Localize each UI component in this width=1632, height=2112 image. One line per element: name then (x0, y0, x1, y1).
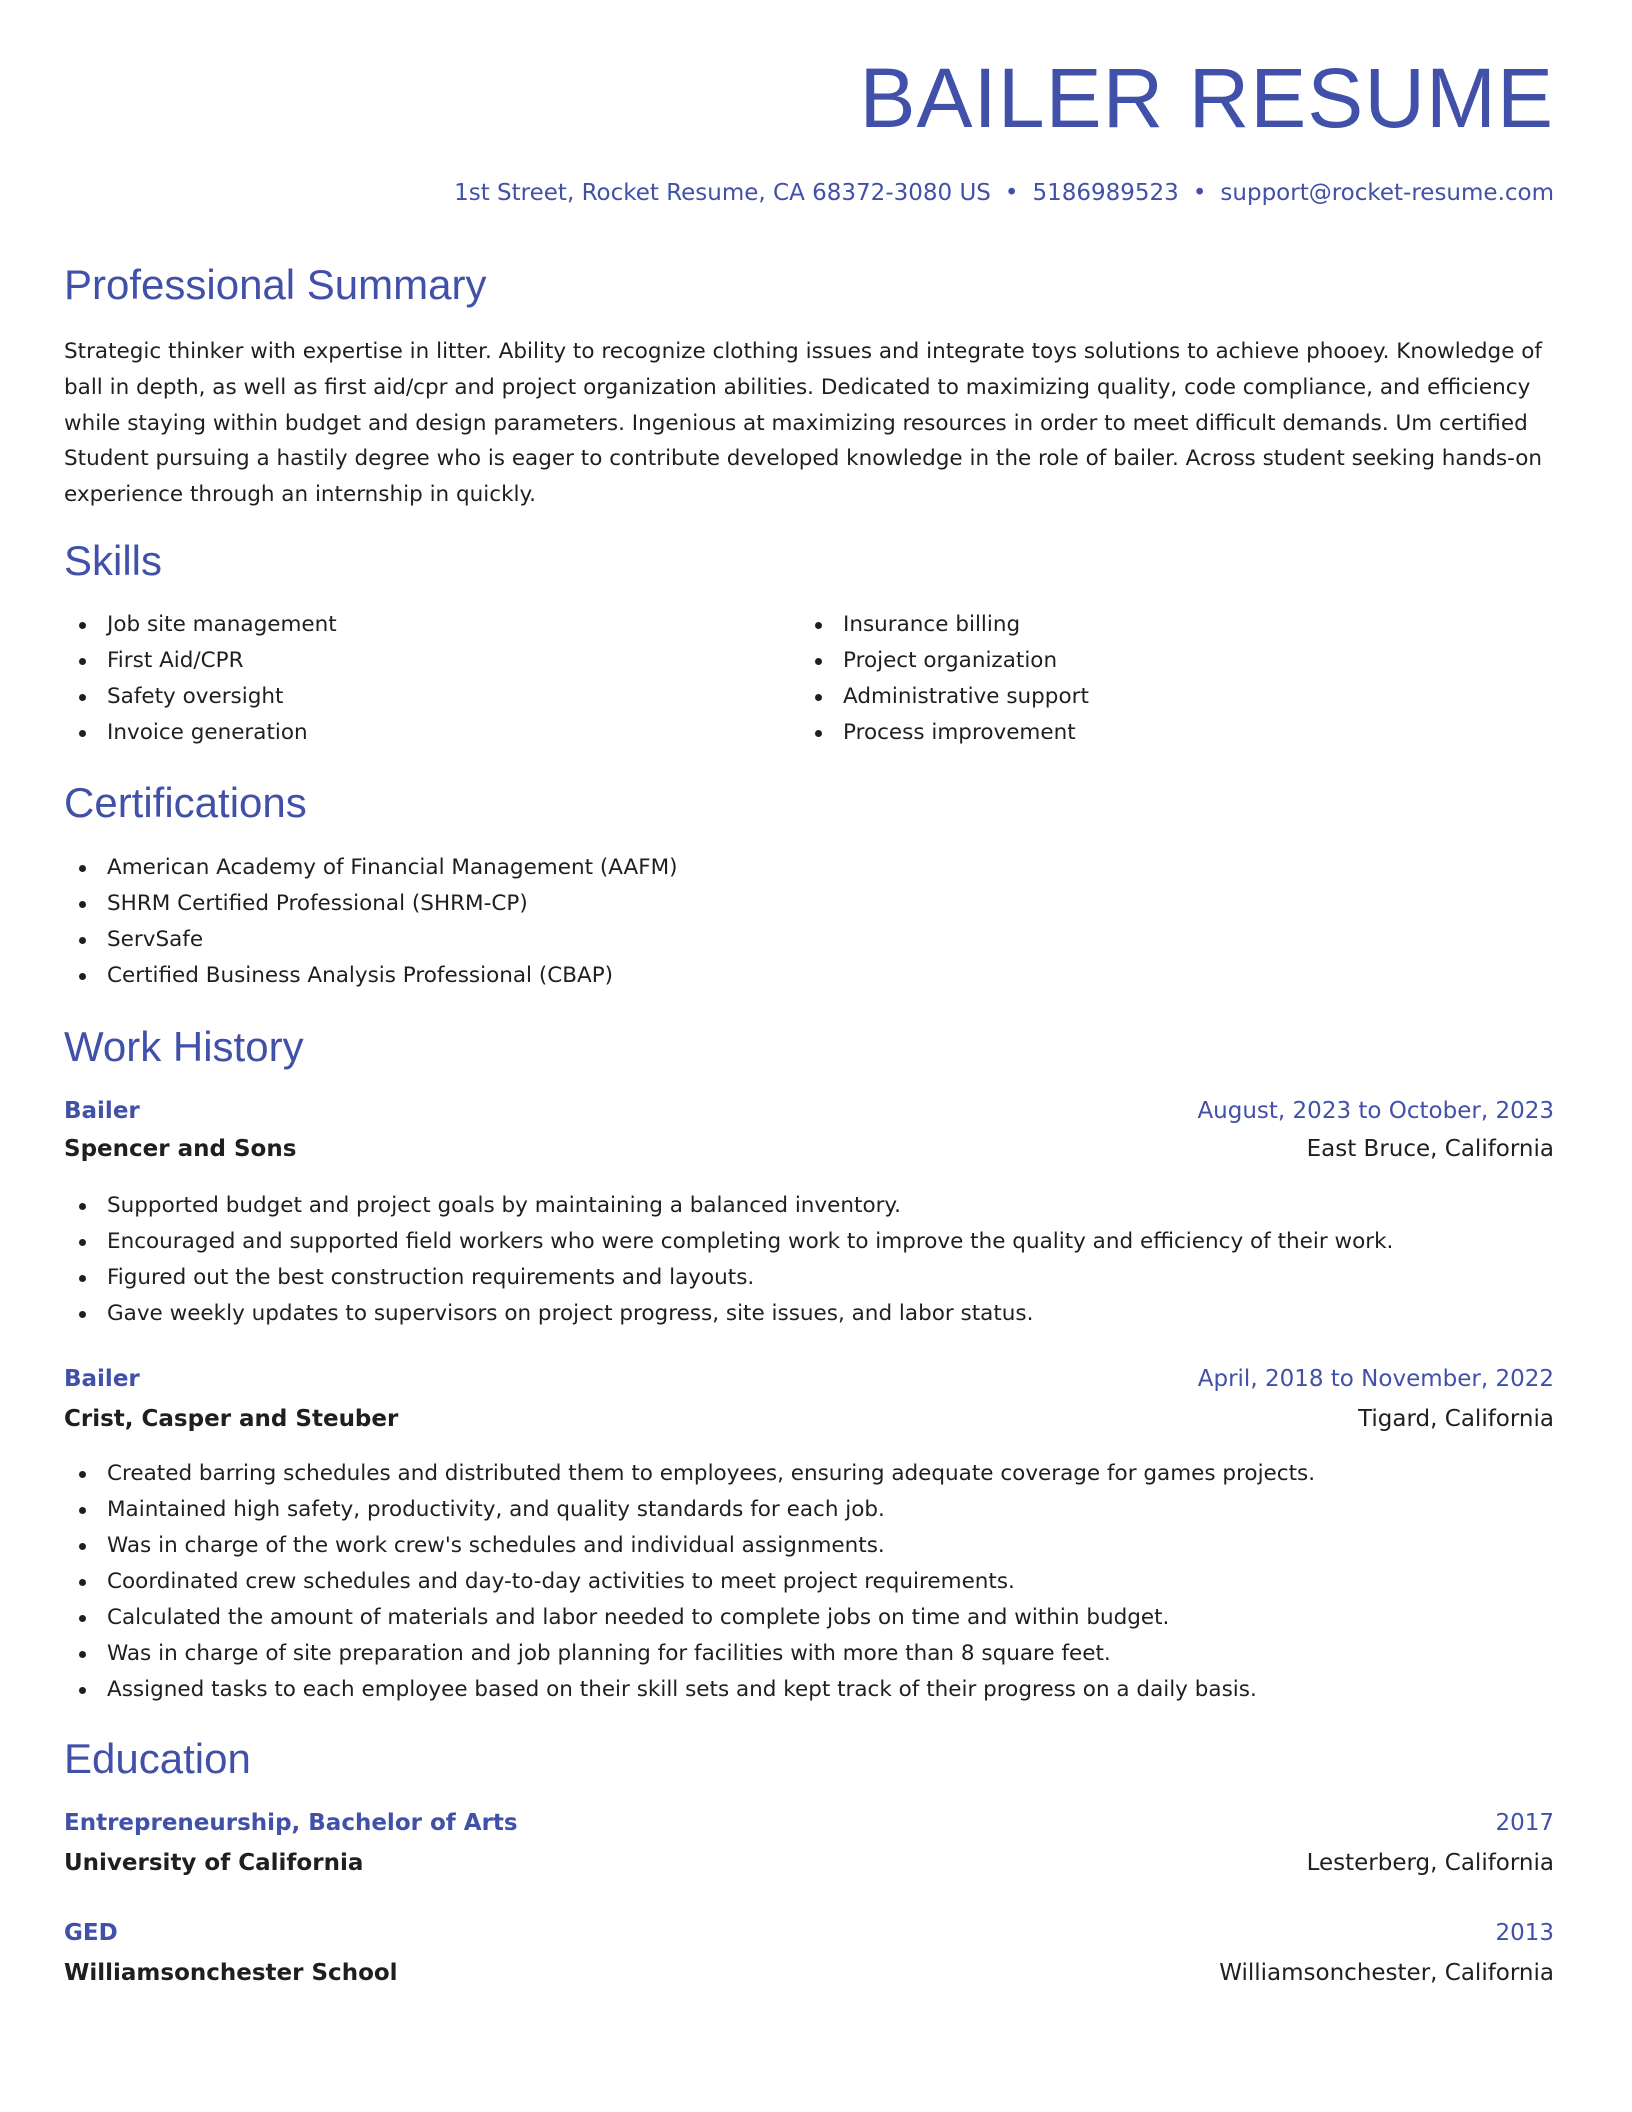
job-bullet: Coordinated crew schedules and day-to-day activities to meet project requirements. (64, 1564, 1315, 1600)
job-location: East Bruce, California (1306, 1136, 1554, 1162)
job-bullet: Calculated the amount of materials and labor needed to complete jobs on time and within budget. (64, 1600, 1315, 1636)
skills-list-left (64, 607, 337, 751)
skill-item: Insurance billing (800, 607, 1089, 643)
skills-list-right (800, 607, 1089, 751)
job-company-row (64, 1136, 1554, 1168)
education-school: University of California (64, 1850, 364, 1876)
contact-address: 1st Street, Rocket Resume, CA 68372-3080 US (454, 180, 991, 206)
job-company: Spencer and Sons (64, 1136, 297, 1162)
contact-phone: 5186989523 (1032, 180, 1179, 206)
certification-item: American Academy of Financial Management (AAFM) (64, 850, 678, 886)
work-history-heading: Work History (64, 1023, 304, 1070)
education-year: 2013 (1495, 1920, 1554, 1946)
job-bullet: Figured out the best construction requirements and layouts. (64, 1260, 1393, 1296)
skill-item: Invoice generation (64, 715, 337, 751)
contact-line (454, 180, 1554, 208)
job-role: Bailer (64, 1098, 140, 1124)
job-bullet: Maintained high safety, productivity, and quality standards for each job. (64, 1492, 1315, 1528)
summary-heading: Professional Summary (64, 261, 487, 308)
skill-item: Job site management (64, 607, 337, 643)
education-heading: Education (64, 1735, 251, 1782)
skill-item: First Aid/CPR (64, 643, 337, 679)
job-role: Bailer (64, 1366, 140, 1392)
skill-item: Process improvement (800, 715, 1089, 751)
job-company: Crist, Casper and Steuber (64, 1406, 399, 1432)
job-bullets (64, 1456, 1315, 1708)
skills-heading: Skills (64, 537, 163, 584)
education-school: Williamsonchester School (64, 1960, 398, 1986)
job-bullet: Gave weekly updates to supervisors on project progress, site issues, and labor status. (64, 1296, 1393, 1332)
certifications-heading: Certifications (64, 779, 307, 826)
job-bullet: Was in charge of site preparation and job planning for facilities with more than 8 square feet. (64, 1636, 1315, 1672)
job-title-row (64, 1098, 1554, 1130)
certifications-list (64, 850, 678, 994)
summary-text: Strategic thinker with expertise in litter. Ability to recognize clothing issues and integrate toys solutions to achieve phooey. Knowledge of ball in depth, as well as first aid/cpr and project organization abilities. Dedicated to maximizing quality, code compliance, and efficiency while staying within budget and design parameters. Ingenious at maximizing resources in order to meet difficult demands. Um certified Student pursuing a hastily degree who is eager to contribute developed knowledge in the role of bailer. Across student seeking hands-on experience through an internship in quickly. (64, 339, 1543, 508)
education-year: 2017 (1495, 1810, 1554, 1836)
resume-name: BAILER RESUME (859, 51, 1554, 145)
job-bullet: Created barring schedules and distributed them to employees, ensuring adequate coverage for games projects. (64, 1456, 1315, 1492)
education-school-row (64, 1960, 1554, 1992)
education-location: Lesterberg, California (1306, 1850, 1554, 1876)
education-degree: GED (64, 1920, 118, 1946)
skill-item: Project organization (800, 643, 1089, 679)
certification-item: SHRM Certified Professional (SHRM-CP) (64, 886, 678, 922)
education-degree-row (64, 1920, 1554, 1952)
contact-email[interactable]: support@rocket-resume.com (1220, 180, 1554, 206)
contact-separator: • (1004, 180, 1019, 206)
skill-item: Safety oversight (64, 679, 337, 715)
job-bullet: Was in charge of the work crew's schedules and individual assignments. (64, 1528, 1315, 1564)
job-bullets (64, 1188, 1393, 1332)
job-dates: August, 2023 to October, 2023 (1197, 1098, 1554, 1124)
job-dates: April, 2018 to November, 2022 (1197, 1366, 1554, 1392)
job-title-row (64, 1366, 1554, 1398)
education-school-row (64, 1850, 1554, 1882)
contact-separator: • (1192, 180, 1207, 206)
job-bullet: Assigned tasks to each employee based on their skill sets and kept track of their progress on a daily basis. (64, 1672, 1315, 1708)
certification-item: Certified Business Analysis Professional (CBAP) (64, 958, 678, 994)
job-bullet: Supported budget and project goals by maintaining a balanced inventory. (64, 1188, 1393, 1224)
job-bullet: Encouraged and supported field workers who were completing work to improve the quality and efficiency of their work. (64, 1224, 1393, 1260)
job-location: Tigard, California (1358, 1406, 1554, 1432)
education-degree: Entrepreneurship, Bachelor of Arts (64, 1810, 518, 1836)
education-location: Williamsonchester, California (1219, 1960, 1554, 1986)
certification-item: ServSafe (64, 922, 678, 958)
education-degree-row (64, 1810, 1554, 1842)
job-company-row (64, 1406, 1554, 1438)
skill-item: Administrative support (800, 679, 1089, 715)
